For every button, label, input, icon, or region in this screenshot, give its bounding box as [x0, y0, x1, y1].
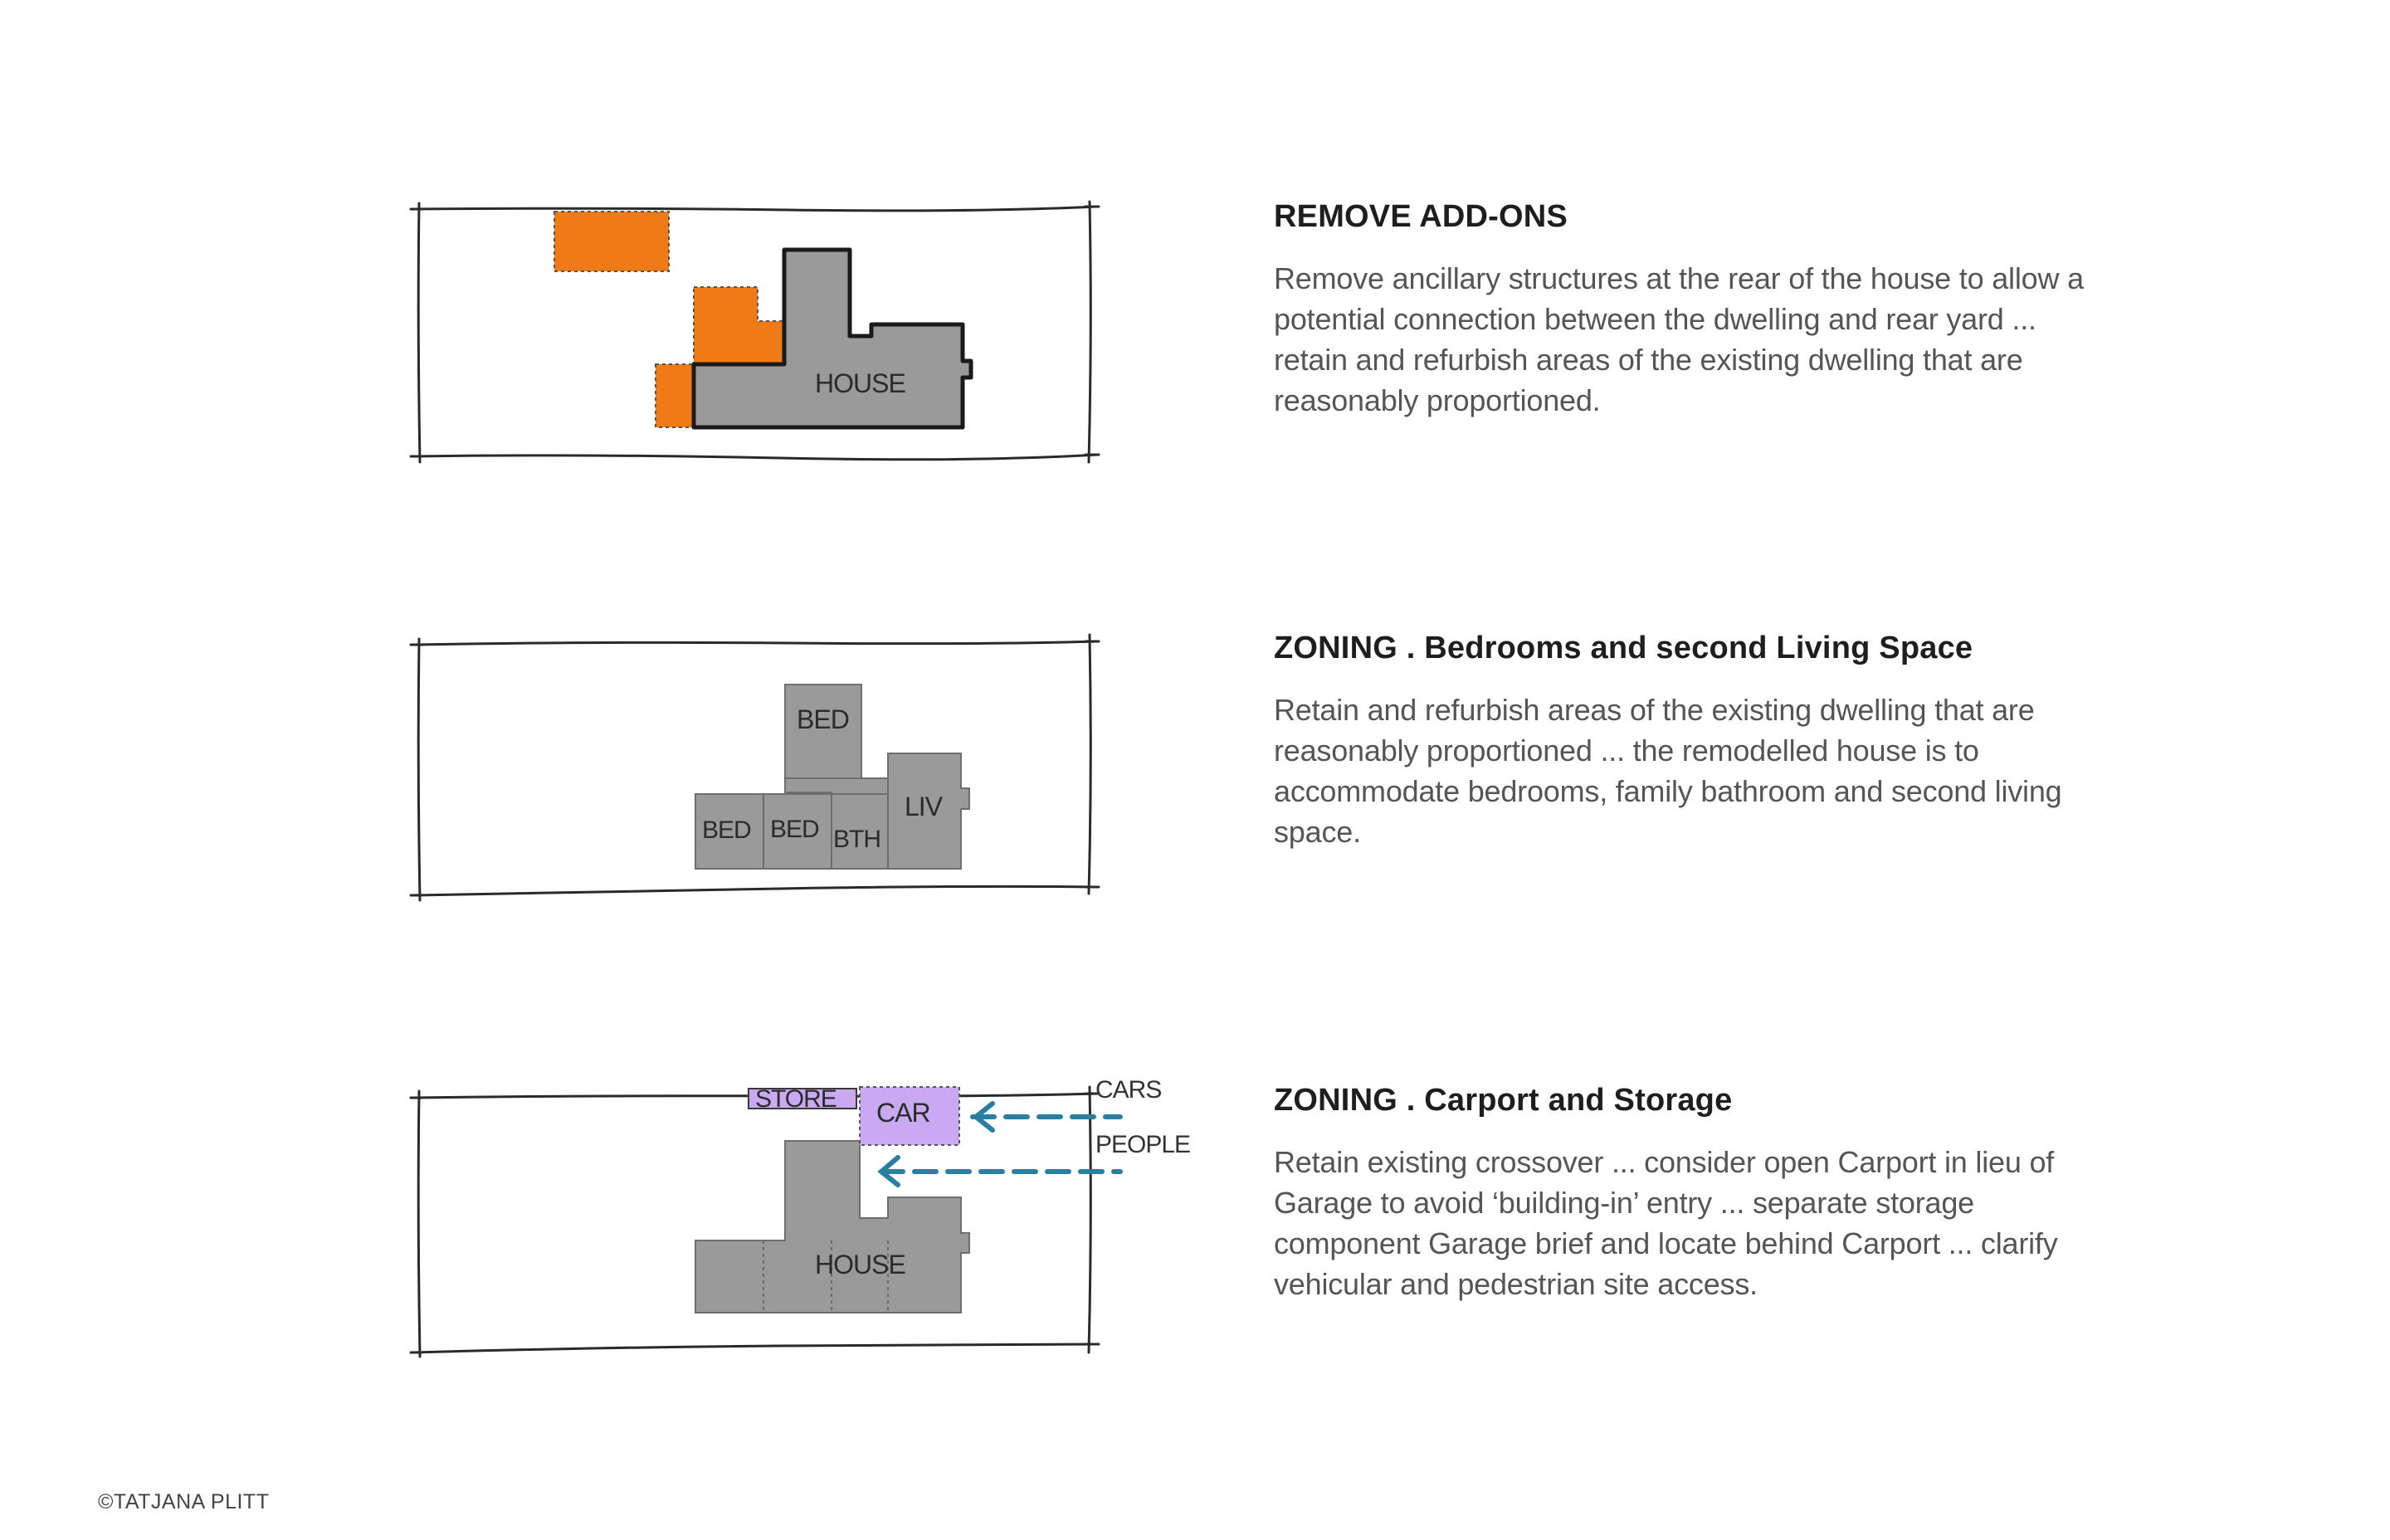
site-plan-bedroom-zoning	[390, 618, 1203, 917]
car-label: CAR	[876, 1098, 930, 1128]
bath-label: BTH	[833, 826, 880, 853]
living-label: LIV	[905, 792, 943, 821]
section-body: Retain existing crossover ... consider open Carport in lieu of Garage to avoid ‘building-in’ entry ... separate storage component Garage brief and locate behind Carport ... clarify vehicular and pedestrian site access.	[1274, 1145, 2058, 1301]
site-plan-remove-addons	[390, 187, 1203, 485]
site-boundary	[411, 1087, 1099, 1357]
house-label: HOUSE	[815, 1250, 905, 1279]
house-block	[695, 1141, 969, 1313]
section-title: ZONING . Bedrooms and second Living Space	[1274, 631, 1973, 665]
cars-arrow-label: CARS	[1095, 1076, 1162, 1104]
people-arrow-label: PEOPLE	[1095, 1131, 1191, 1158]
section-bedroom-zoning	[1274, 631, 2104, 852]
cars-arrow	[973, 1104, 1120, 1130]
section-title: REMOVE ADD-ONS	[1274, 199, 1568, 234]
bed-top-label: BED	[797, 704, 849, 734]
section-carport-zoning	[1274, 1083, 2104, 1304]
people-arrow	[881, 1157, 1120, 1185]
house-label: HOUSE	[815, 368, 905, 398]
store-label: STORE	[755, 1085, 836, 1113]
addon-rear-shed	[554, 212, 669, 271]
addon-side	[656, 364, 694, 427]
copyright-credit: ©TATJANA PLITT	[98, 1490, 270, 1513]
addon-rear-extension	[694, 287, 784, 365]
section-body: Remove ancillary structures at the rear of the house to allow a potential connection between the dwelling and rear yard ... retain and refurbish areas of the existing dwelling that are reasonably proportioned.	[1274, 261, 2084, 417]
room-hall	[785, 778, 888, 794]
bed-left-label: BED	[702, 816, 751, 844]
section-title: ZONING . Carport and Storage	[1274, 1083, 1733, 1118]
section-body: Retain and refurbish areas of the existing dwelling that are reasonably proportioned ... the remodelled house is to accommodate bedrooms, family bathroom and second living space.	[1274, 693, 2062, 849]
site-plan-carport-zoning	[390, 1070, 1203, 1369]
section-remove-addons	[1274, 199, 2104, 421]
bed-mid-label: BED	[770, 816, 819, 843]
